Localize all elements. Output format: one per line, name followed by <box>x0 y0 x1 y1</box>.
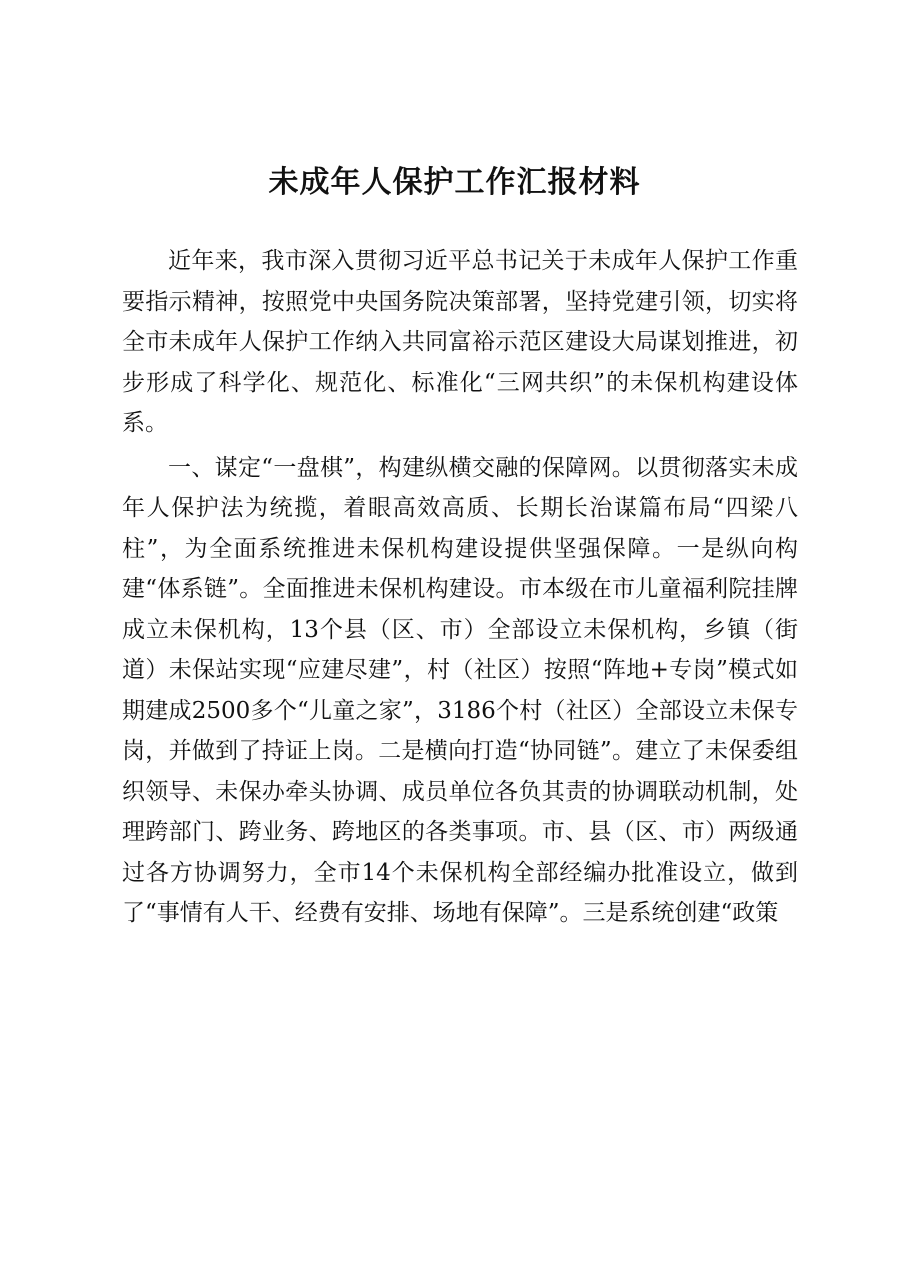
paragraph-section-one: 一、谋定“一盘棋”，构建纵横交融的保障网。以贯彻落实未成年人保护法为统揽，着眼高效高质、长期长治谋篇布局“四梁八柱”，为全面系统推进未保机构建设提供坚强保障。一是纵向构建“体系链”。全面推进未保机构建设。市本级在市儿童福利院挂牌成立未保机构，13个县（区、市）全部设立未保机构，乡镇（街道）未保站实现“应建尽建”，村（社区）按照“阵地+专岗”模式如期建成2500多个“儿童之家”，3186个村（社区）全部设立未保专岗，并做到了持证上岗。二是横向打造“协同链”。建立了未保委组织领导、未保办牵头协调、成员单位各负其责的协调联动机制，处理跨部门、跨业务、跨地区的各类事项。市、县（区、市）两级通过各方协调努力，全市14个未保机构全部经编办批准设立，做到了“事情有人干、经费有安排、场地有保障”。三是系统创建“政策 <box>122 454 798 926</box>
document-body <box>122 241 798 938</box>
paragraph-intro: 近年来，我市深入贯彻习近平总书记关于未成年人保护工作重要指示精神，按照党中央国务院决策部署，坚持党建引领，切实将全市未成年人保护工作纳入共同富裕示范区建设大局谋划推进，初步形成了科学化、规范化、标准化“三网共织”的未保机构建设体系。 <box>122 248 798 436</box>
document-title: 未成年人保护工作汇报材料 <box>268 165 641 200</box>
